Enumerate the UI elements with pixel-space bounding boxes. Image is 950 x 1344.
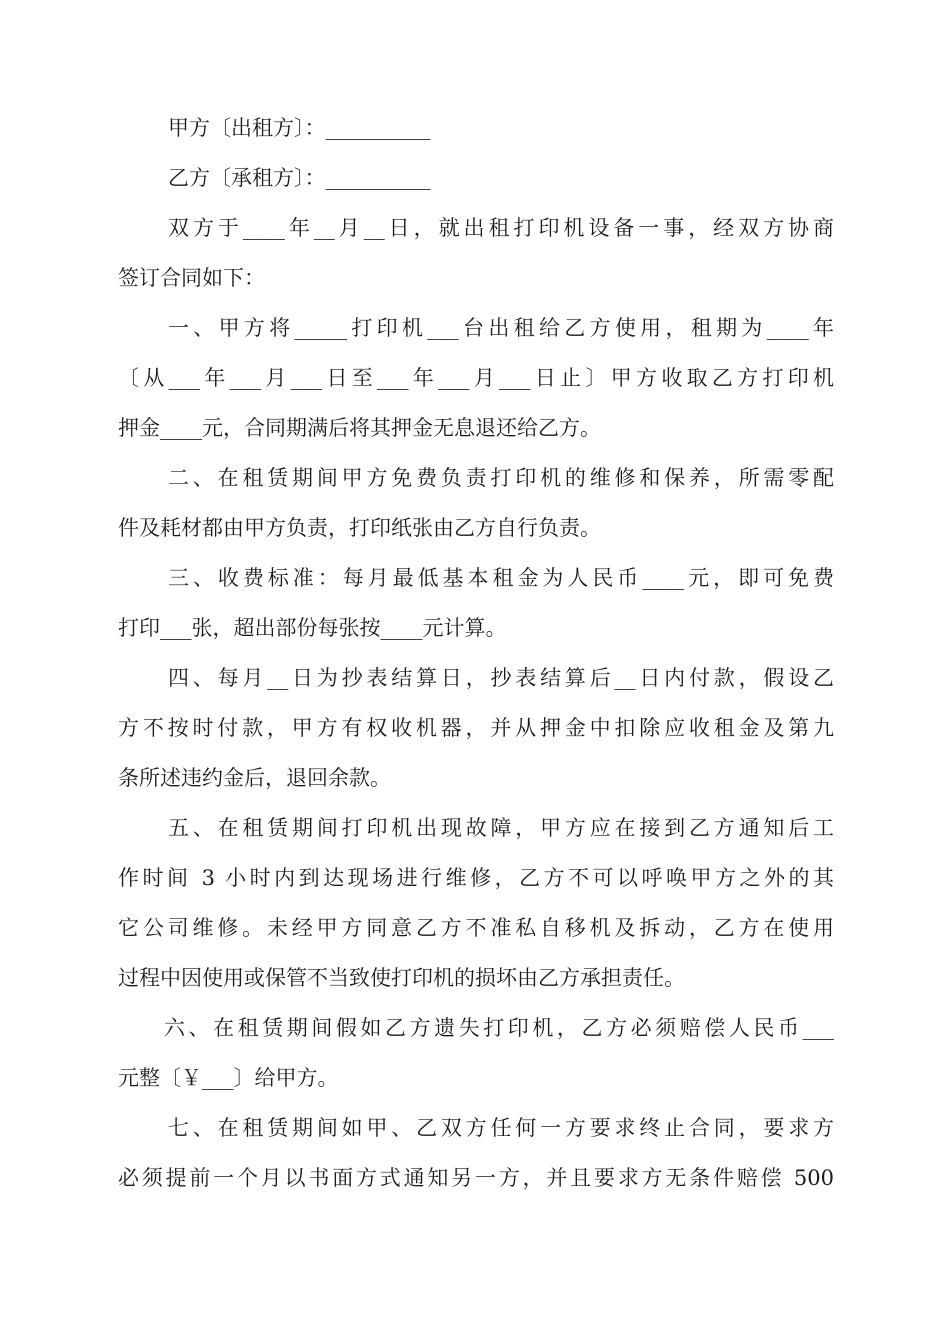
clause-5-line-2: 作时间 3 小时内到达现场进行维修，乙方不可以呼唤甲方之外的其 [118, 866, 834, 890]
clause-7-line-2: 必须提前一个月以书面方式通知另一方，并且要求方无条件赔偿 500 [118, 1166, 834, 1190]
clause-5-line-1: 五、在租赁期间打印机出现故障，甲方应在接到乙方通知后工 [168, 816, 834, 840]
party-a-line: 甲方〔出租方〕：__________ [168, 116, 431, 140]
clause-6-line-1: 六、在租赁期间假如乙方遗失打印机，乙方必须赔偿人民币___ [164, 1016, 834, 1040]
clause-6-line-2: 元整〔￥___〕给甲方。 [118, 1066, 339, 1090]
clause-5-line-3: 它公司维修。未经甲方同意乙方不准私自移机及拆动，乙方在使用 [118, 916, 834, 940]
clause-1-line-1: 一、甲方将_____打印机___台出租给乙方使用，租期为____年 [168, 316, 834, 340]
clause-2-line-2: 件及耗材都由甲方负责，打印纸张由乙方自行负责。 [118, 516, 601, 540]
clause-1-line-2: 〔从___年___月___日至___年___月___日止〕甲方收取乙方打印机 [118, 366, 834, 390]
clause-1-line-3: 押金____元，合同期满后将其押金无息退还给乙方。 [118, 416, 601, 440]
intro-line-2: 签订合同如下： [118, 266, 265, 290]
party-b-line: 乙方〔承租方〕：__________ [168, 166, 431, 190]
clause-7-line-1: 七、在租赁期间如甲、乙双方任何一方要求终止合同，要求方 [168, 1116, 834, 1140]
clause-4-line-1: 四、每月__日为抄表结算日，抄表结算后__日内付款，假设乙 [168, 666, 834, 690]
clause-4-line-3: 条所述违约金后，退回余款。 [118, 766, 391, 790]
clause-3-line-2: 打印___张，超出部份每张按____元计算。 [118, 616, 507, 640]
clause-3-line-1: 三、收费标准：每月最低基本租金为人民币____元，即可免费 [168, 566, 834, 590]
clause-5-line-4: 过程中因使用或保管不当致使打印机的损坏由乙方承担责任。 [118, 966, 685, 990]
intro-line-1: 双方于____年__月__日，就出租打印机设备一事，经双方协商 [168, 216, 834, 240]
clause-4-line-2: 方不按时付款，甲方有权收机器，并从押金中扣除应收租金及第九 [118, 716, 834, 740]
clause-2-line-1: 二、在租赁期间甲方免费负责打印机的维修和保养，所需零配 [168, 466, 834, 490]
